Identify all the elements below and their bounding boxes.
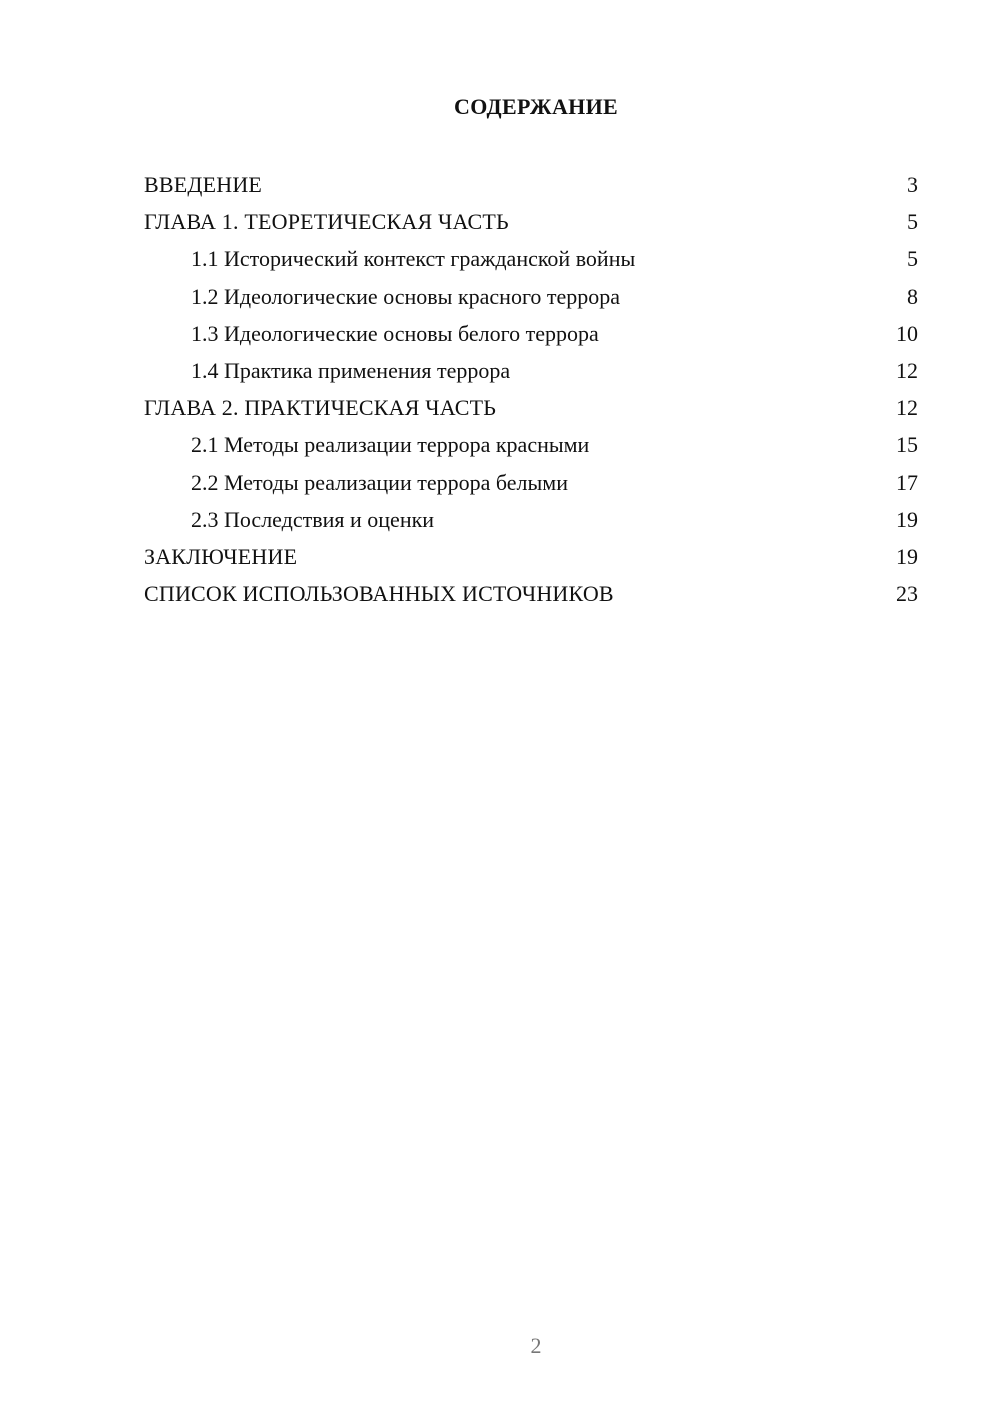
toc-entry-chapter-1: [144, 203, 918, 240]
toc-entry-section-2-1: [144, 426, 918, 463]
toc-entry-page: 3: [907, 172, 918, 198]
toc-entry-page: 15: [896, 432, 918, 458]
page-number: 2: [530, 1333, 542, 1358]
table-of-contents: [144, 166, 918, 612]
toc-entry-page: 19: [896, 543, 918, 569]
toc-entry-title: ВВЕДЕНИЕ: [144, 172, 263, 198]
toc-entry-page: 12: [896, 358, 918, 384]
toc-entry-title: ЗАКЛЮЧЕНИЕ: [144, 543, 298, 569]
toc-entry-page: 19: [896, 506, 918, 532]
toc-entry-title: СПИСОК ИСПОЛЬЗОВАННЫХ ИСТОЧНИКОВ: [144, 581, 614, 607]
toc-entry-page: 8: [907, 283, 918, 309]
toc-entry-title: 1.2 Идеологические основы красного террора: [191, 283, 621, 309]
toc-entry-title: 1.1 Исторический контекст гражданской войны: [191, 246, 636, 272]
toc-entry-section-2-3: [144, 501, 918, 538]
toc-entry-section-1-3: [144, 315, 918, 352]
toc-entry-chapter-2: [144, 389, 918, 426]
toc-entry-title: 1.4 Практика применения террора: [191, 358, 511, 384]
toc-entry-section-1-1: [144, 240, 918, 277]
toc-entry-title: 2.3 Последствия и оценки: [191, 506, 435, 532]
toc-entry-page: 5: [907, 246, 918, 272]
toc-entry-references: [144, 575, 918, 612]
toc-entry-title: ГЛАВА 1. ТЕОРЕТИЧЕСКАЯ ЧАСТЬ: [144, 209, 509, 235]
toc-entry-title: 1.3 Идеологические основы белого террора: [191, 320, 599, 346]
toc-entry-title: 2.1 Методы реализации террора красными: [191, 432, 590, 458]
toc-entry-page: 10: [896, 320, 918, 346]
toc-entry-section-2-2: [144, 464, 918, 501]
toc-entry-page: 12: [896, 395, 918, 421]
toc-entry-introduction: [144, 166, 918, 203]
toc-entry-section-1-2: [144, 278, 918, 315]
toc-entry-page: 23: [896, 581, 918, 607]
toc-entry-title: 2.2 Методы реализации террора белыми: [191, 469, 568, 495]
toc-entry-section-1-4: [144, 352, 918, 389]
toc-entry-title: ГЛАВА 2. ПРАКТИЧЕСКАЯ ЧАСТЬ: [144, 395, 497, 421]
toc-entry-conclusion: [144, 538, 918, 575]
document-title: СОДЕРЖАНИЕ: [454, 94, 618, 119]
toc-entry-page: 5: [907, 209, 918, 235]
toc-entry-page: 17: [896, 469, 918, 495]
